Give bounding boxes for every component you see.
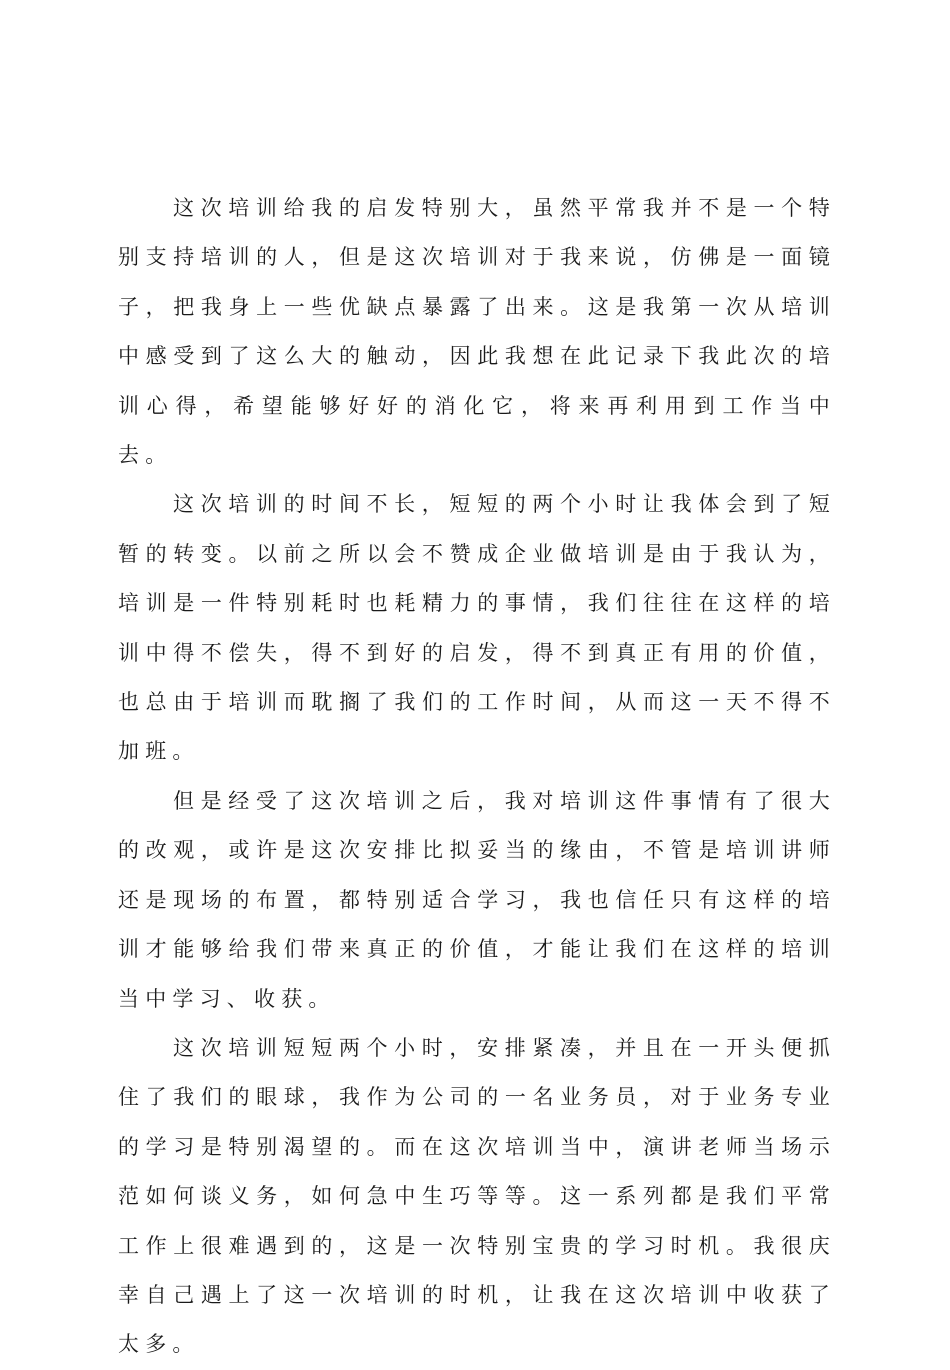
document-body — [118, 184, 836, 1370]
paragraph-3: 但是经受了这次培训之后，我对培训这件事情有了很大的改观，或许是这次安排比拟妥当的缘由，不管是培训讲师还是现场的布置，都特别适合学习，我也信任只有这样的培训才能够给我们带来真正的价值，才能让我们在这样的培训当中学习、收获。 — [118, 788, 836, 1011]
paragraph-4: 这次培训短短两个小时，安排紧凑，并且在一开头便抓住了我们的眼球，我作为公司的一名业务员，对于业务专业的学习是特别渴望的。而在这次培训当中，演讲老师当场示范如何谈义务，如何急中生巧等等。这一系列都是我们平常工作上很难遇到的，这是一次特别宝贵的学习时机。我很庆幸自己遇上了这一次培训的时机，让我在这次培训中收获了太多。 — [118, 1035, 836, 1357]
paragraph-1: 这次培训给我的启发特别大，虽然平常我并不是一个特别支持培训的人，但是这次培训对于我来说，仿佛是一面镜子，把我身上一些优缺点暴露了出来。这是我第一次从培训中感受到了这么大的触动，因此我想在此记录下我此次的培训心得，希望能够好好的消化它，将来再利用到工作当中去。 — [118, 196, 836, 468]
paragraph-2: 这次培训的时间不长，短短的两个小时让我体会到了短暂的转变。以前之所以会不赞成企业做培训是由于我认为，培训是一件特别耗时也耗精力的事情，我们往往在这样的培训中得不偿失，得不到好的启发，得不到真正有用的价值，也总由于培训而耽搁了我们的工作时间，从而这一天不得不加班。 — [118, 492, 836, 764]
